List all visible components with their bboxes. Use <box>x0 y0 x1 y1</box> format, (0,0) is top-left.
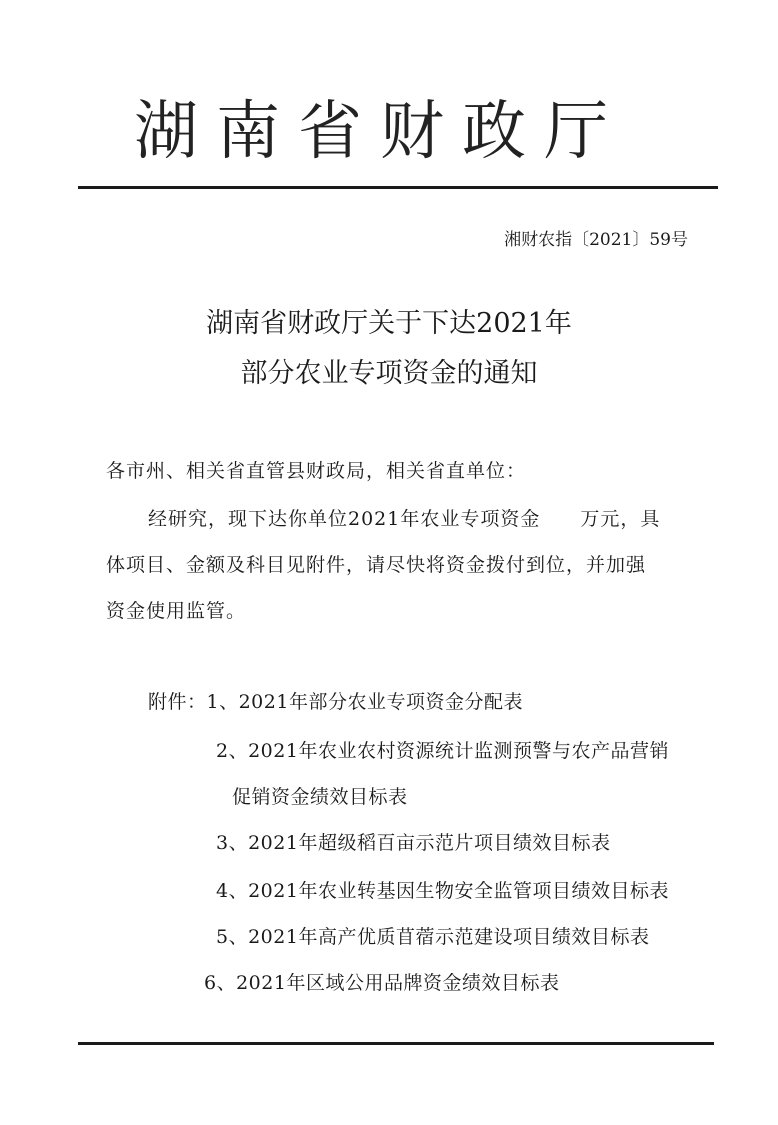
body-line-1: 经研究，现下达你单位2021年农业专项资金 万元，具 <box>148 508 661 530</box>
attachment-item-3: 3、2021年超级稻百亩示范片项目绩效目标表 <box>216 832 611 854</box>
masthead-rule <box>78 186 718 189</box>
document-number: 湘财农指〔2021〕59号 <box>504 230 688 250</box>
attachment-item-2-continued: 促销资金绩效目标表 <box>232 786 408 808</box>
attachment-item-6: 6、2021年区域公用品牌资金绩效目标表 <box>204 972 560 994</box>
notice-title-line-1: 湖南省财政厅关于下达2021年 <box>206 308 572 339</box>
masthead-title: 湖南省财政厅 <box>134 95 626 169</box>
footer-rule <box>78 1042 714 1045</box>
attachment-item-5: 5、2021年高产优质苜蓿示范建设项目绩效目标表 <box>216 926 650 948</box>
body-line-2: 体项目、金额及科目见附件，请尽快将资金拨付到位，并加强 <box>106 554 647 576</box>
attachment-item-2: 2、2021年农业农村资源统计监测预警与农产品营销 <box>216 740 669 762</box>
body-line-3: 资金使用监管。 <box>106 600 247 622</box>
salutation: 各市州、相关省直管县财政局，相关省直单位： <box>106 460 527 482</box>
attachment-item-4: 4、2021年农业转基因生物安全监管项目绩效目标表 <box>216 880 669 902</box>
attachment-item-1: 附件：1、2021年部分农业专项资金分配表 <box>148 691 523 713</box>
notice-title-line-2: 部分农业专项资金的通知 <box>240 358 538 389</box>
